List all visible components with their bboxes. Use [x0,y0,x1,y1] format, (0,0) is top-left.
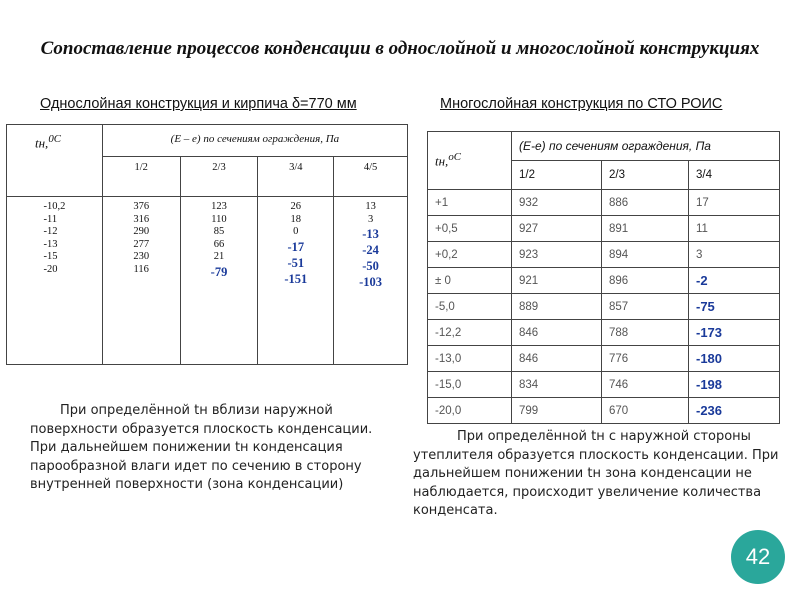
table-cell: +0,5 [428,216,512,242]
table-cell: 886 [602,190,689,216]
table-cell: -180 [689,346,780,372]
table-cell-value: 230 [133,251,150,262]
table-cell-value: -12 [43,226,58,237]
table-cell: -15,0 [428,372,512,398]
table-cell: 846 [512,346,602,372]
table-cell-value: -20 [43,263,58,275]
table-cell: 889 [512,294,602,320]
right-paragraph: При определённой tн с наружной стороны утеплителя образуется плоскость конденсации. При дальнейшем понижении tн зона конденсации не наблюдается, происходит увеличение количества конденсата. [413,429,779,518]
slide-title: Сопоставление процессов конденсации в однослойной и многослойной конструкциях [40,38,760,59]
table-cell-value: -79 [210,264,228,279]
table-cell: -173 [689,320,780,346]
table-cell: -2 [689,268,780,294]
table-cell-value: 277 [133,238,150,250]
column-header: 1/2 [102,157,180,197]
table-cell-value: 110 [211,213,227,225]
table-cell-value: 316 [133,213,150,225]
table-cell: 17 [689,190,780,216]
table-cell: -5,0 [428,294,512,320]
table-cell: -75 [689,294,780,320]
multi-layer-table [427,131,780,424]
table-row [428,268,780,294]
table-cell-value: 85 [213,226,225,237]
table-cell-value: -10,2 [43,201,66,212]
table-row [428,294,780,320]
table-row [428,372,780,398]
single-layer-table [6,124,408,365]
table-cell-value: -151 [284,271,308,286]
column-header: 2/3 [180,157,258,197]
column-values [334,197,408,365]
table-cell: 891 [602,216,689,242]
temperature-column [7,197,103,365]
table-cell: 746 [602,372,689,398]
column-header: 4/5 [334,157,408,197]
table-cell-value: -17 [287,239,305,254]
table-cell: -236 [689,398,780,424]
table-cell-value: -13 [362,227,379,241]
table-row [428,346,780,372]
table-cell: 799 [512,398,602,424]
column-values [102,197,180,365]
table-cell: 670 [602,398,689,424]
table-cell: -198 [689,372,780,398]
table-row [428,216,780,242]
table-cell-value: -103 [359,275,383,289]
table-cell: 3 [689,242,780,268]
column-header: 2/3 [602,161,689,190]
table-cell-value: -24 [362,243,379,257]
group-header: (E – e) по сечениям ограждения, Па [102,125,407,157]
group-header: (E-e) по сечениям ограждения, Па [512,132,780,161]
table-cell-value: 123 [211,201,227,212]
table-cell: ± 0 [428,268,512,294]
table-cell-value: 26 [290,201,302,212]
table-cell-value: -13 [43,238,58,250]
table-cell: +1 [428,190,512,216]
table-row [428,320,780,346]
table-cell: 932 [512,190,602,216]
left-subtitle: Однослойная конструкция и кирпича δ=770 мм [40,96,357,112]
table-cell: 894 [602,242,689,268]
table-cell-value: -51 [287,255,305,270]
table-cell-value: 13 [365,201,376,212]
table-cell: 776 [602,346,689,372]
table-cell: 896 [602,268,689,294]
table-cell-value: -15 [43,251,58,262]
table-cell: -13,0 [428,346,512,372]
column-header: 3/4 [689,161,780,190]
table-cell: 857 [602,294,689,320]
table-cell: +0,2 [428,242,512,268]
table-row [428,398,780,424]
temperature-header: tн,$^{0С}$ [7,125,103,197]
table-cell: 788 [602,320,689,346]
table-cell: 927 [512,216,602,242]
table-cell-value: 290 [133,226,150,237]
table-row [428,242,780,268]
table-cell: -12,2 [428,320,512,346]
left-paragraph: При определённой tн вблизи наружной поверхности образуется плоскость конденсации. При дальнейшем понижении tн конденсация парообразной влаги идет по сечению в сторону внутренней поверхности (зона конденсации) [30,403,373,492]
table-cell: 846 [512,320,602,346]
table-cell-value: 0 [293,226,299,237]
table-cell-value: -11 [43,213,58,225]
table-cell-value: -50 [362,259,379,273]
table-cell: 923 [512,242,602,268]
table-row [428,190,780,216]
table-cell-value: 66 [213,238,225,250]
temperature-header: tн,$^{оС}$ [428,132,512,190]
column-header: 3/4 [258,157,334,197]
table-cell-value: 21 [213,251,225,262]
table-cell: 921 [512,268,602,294]
right-subtitle: Многослойная конструкция по СТО РОИС [440,96,723,112]
table-cell-value: 116 [133,263,149,275]
column-values [180,197,258,365]
column-header: 1/2 [512,161,602,190]
table-cell-value: 3 [367,213,374,225]
table-cell-value: 376 [133,201,150,212]
page-number-badge: 42 [731,530,785,584]
table-cell: 834 [512,372,602,398]
table-cell: -20,0 [428,398,512,424]
table-cell-value: 18 [290,213,302,225]
table-cell: 11 [689,216,780,242]
column-values [258,197,334,365]
